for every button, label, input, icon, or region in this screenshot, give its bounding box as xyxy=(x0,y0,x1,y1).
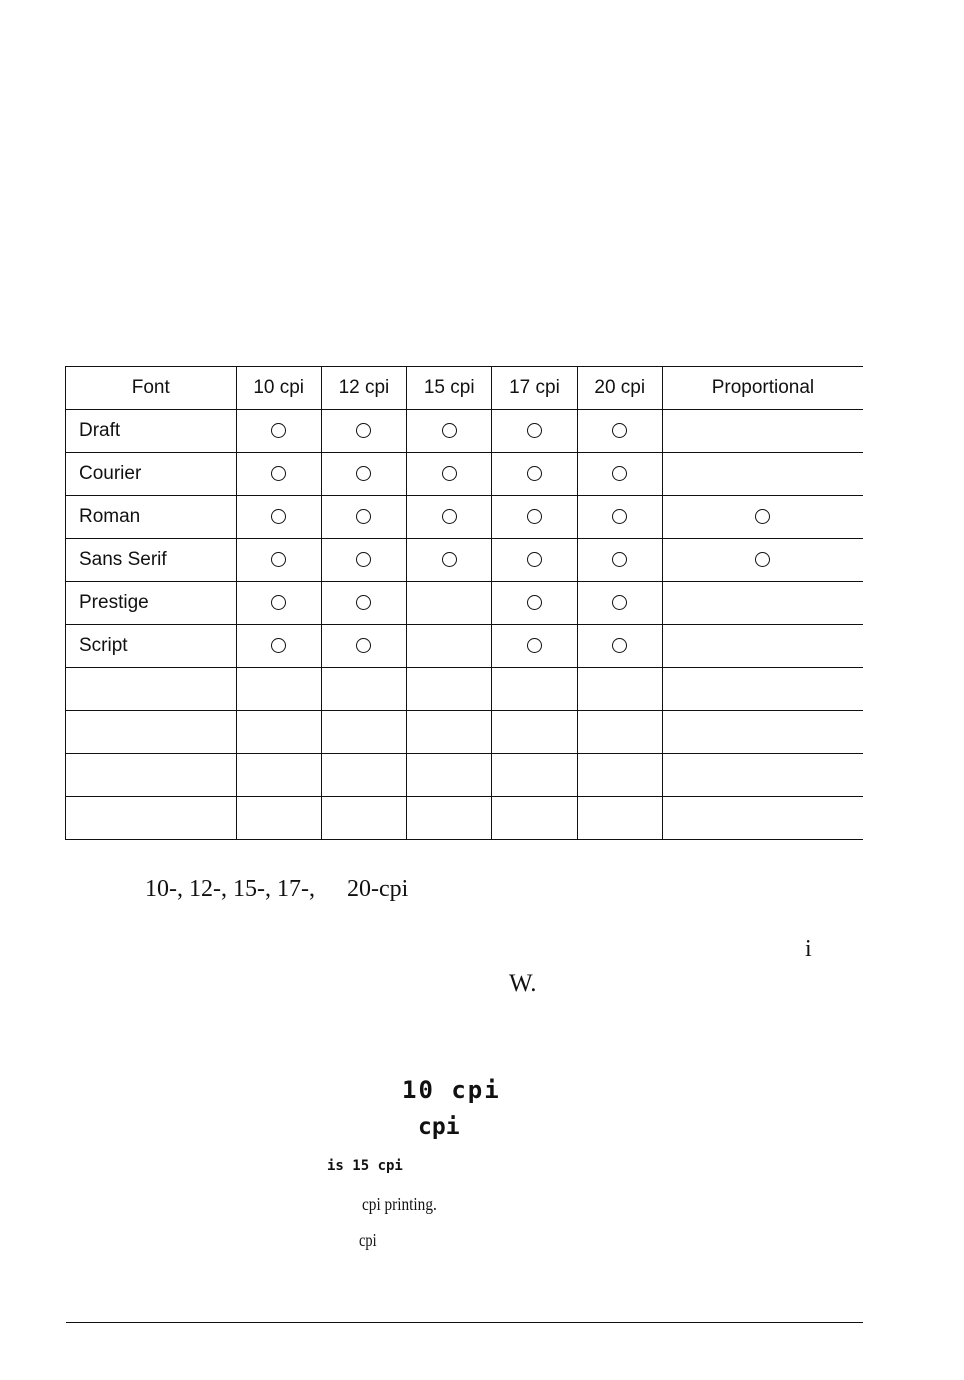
table-row xyxy=(66,539,864,582)
available-circle-icon xyxy=(271,423,286,438)
availability-cell xyxy=(662,410,863,453)
table-row xyxy=(66,496,864,539)
availability-cell xyxy=(236,582,321,625)
available-circle-icon xyxy=(442,423,457,438)
available-circle-icon xyxy=(271,509,286,524)
available-circle-icon xyxy=(356,595,371,610)
available-circle-icon xyxy=(271,595,286,610)
availability-cell xyxy=(577,754,662,797)
availability-cell xyxy=(577,496,662,539)
availability-cell xyxy=(577,582,662,625)
availability-cell xyxy=(407,453,492,496)
availability-cell xyxy=(492,625,577,668)
availability-cell xyxy=(321,496,406,539)
available-circle-icon xyxy=(527,509,542,524)
available-circle-icon xyxy=(527,466,542,481)
availability-cell xyxy=(321,582,406,625)
availability-cell xyxy=(321,754,406,797)
availability-cell xyxy=(662,582,863,625)
text-fragment-pitches xyxy=(145,876,408,903)
availability-cell xyxy=(321,453,406,496)
availability-cell xyxy=(492,453,577,496)
available-circle-icon xyxy=(612,552,627,567)
table-row xyxy=(66,410,864,453)
font-name-cell: Courier xyxy=(66,453,237,496)
table-row xyxy=(66,668,864,711)
availability-cell xyxy=(577,410,662,453)
sample-20cpi: cpi xyxy=(359,1230,377,1250)
available-circle-icon xyxy=(612,595,627,610)
availability-cell xyxy=(236,668,321,711)
table-row xyxy=(66,625,864,668)
availability-cell xyxy=(407,797,492,840)
availability-cell xyxy=(492,797,577,840)
column-header-4: 17 cpi xyxy=(492,367,577,410)
available-circle-icon xyxy=(442,509,457,524)
availability-cell xyxy=(236,453,321,496)
availability-cell xyxy=(492,496,577,539)
table-body xyxy=(66,410,864,840)
availability-cell xyxy=(577,711,662,754)
availability-cell xyxy=(236,410,321,453)
availability-cell xyxy=(577,453,662,496)
available-circle-icon xyxy=(527,638,542,653)
available-circle-icon xyxy=(356,466,371,481)
available-circle-icon xyxy=(612,423,627,438)
availability-cell xyxy=(577,668,662,711)
sample-12cpi: cpi xyxy=(418,1114,460,1140)
pitch-20cpi: 20-cpi xyxy=(346,876,409,902)
font-name-cell: Draft xyxy=(66,410,237,453)
availability-cell xyxy=(492,668,577,711)
availability-cell xyxy=(236,754,321,797)
available-circle-icon xyxy=(527,552,542,567)
available-circle-icon xyxy=(271,466,286,481)
font-name-cell xyxy=(66,711,237,754)
available-circle-icon xyxy=(356,638,371,653)
availability-cell xyxy=(492,754,577,797)
availability-cell xyxy=(577,625,662,668)
font-name-cell: Script xyxy=(66,625,237,668)
column-header-1: 10 cpi xyxy=(236,367,321,410)
table-row xyxy=(66,711,864,754)
availability-cell xyxy=(236,625,321,668)
sample-17cpi: cpi printing. xyxy=(362,1194,437,1214)
column-header-3: 15 cpi xyxy=(407,367,492,410)
font-name-cell: Roman xyxy=(66,496,237,539)
table-row xyxy=(66,754,864,797)
text-fragment-i: i xyxy=(805,936,812,962)
font-name-cell xyxy=(66,754,237,797)
sample-10cpi: 10 cpi xyxy=(402,1076,501,1104)
font-name-cell: Sans Serif xyxy=(66,539,237,582)
availability-cell xyxy=(662,496,863,539)
availability-cell xyxy=(492,539,577,582)
sample-15cpi: is 15 cpi xyxy=(327,1158,403,1174)
availability-cell xyxy=(407,496,492,539)
availability-cell xyxy=(577,797,662,840)
available-circle-icon xyxy=(271,638,286,653)
table-row xyxy=(66,797,864,840)
table-row xyxy=(66,453,864,496)
font-name-cell xyxy=(66,797,237,840)
column-header-0: Font xyxy=(66,367,237,410)
availability-cell xyxy=(321,711,406,754)
availability-cell xyxy=(492,410,577,453)
table-row xyxy=(66,582,864,625)
available-circle-icon xyxy=(612,466,627,481)
availability-cell xyxy=(407,582,492,625)
availability-cell xyxy=(492,582,577,625)
availability-cell xyxy=(662,797,863,840)
availability-cell xyxy=(236,797,321,840)
font-name-cell xyxy=(66,668,237,711)
available-circle-icon xyxy=(527,595,542,610)
available-circle-icon xyxy=(271,552,286,567)
availability-cell xyxy=(407,410,492,453)
text-fragment-w: W. xyxy=(509,970,537,997)
column-header-5: 20 cpi xyxy=(577,367,662,410)
font-pitch-table xyxy=(65,366,863,840)
availability-cell xyxy=(236,496,321,539)
footer-rule xyxy=(66,1322,863,1323)
availability-cell xyxy=(407,754,492,797)
column-header-6: Proportional xyxy=(662,367,863,410)
available-circle-icon xyxy=(612,638,627,653)
availability-cell xyxy=(662,539,863,582)
availability-cell xyxy=(407,625,492,668)
availability-cell xyxy=(321,539,406,582)
available-circle-icon xyxy=(755,509,770,524)
availability-cell xyxy=(662,668,863,711)
available-circle-icon xyxy=(356,509,371,524)
availability-cell xyxy=(236,711,321,754)
pitch-list: 10-, 12-, 15-, 17-, xyxy=(145,876,315,902)
availability-cell xyxy=(236,539,321,582)
availability-cell xyxy=(577,539,662,582)
availability-cell xyxy=(321,410,406,453)
availability-cell xyxy=(662,625,863,668)
availability-cell xyxy=(662,453,863,496)
available-circle-icon xyxy=(356,552,371,567)
column-header-2: 12 cpi xyxy=(321,367,406,410)
availability-cell xyxy=(662,754,863,797)
availability-cell xyxy=(407,668,492,711)
availability-cell xyxy=(662,711,863,754)
font-name-cell: Prestige xyxy=(66,582,237,625)
availability-cell xyxy=(321,797,406,840)
availability-cell xyxy=(407,539,492,582)
available-circle-icon xyxy=(612,509,627,524)
availability-cell xyxy=(407,711,492,754)
availability-cell xyxy=(321,668,406,711)
available-circle-icon xyxy=(442,466,457,481)
available-circle-icon xyxy=(527,423,542,438)
table-header-row xyxy=(66,367,864,410)
availability-cell xyxy=(492,711,577,754)
available-circle-icon xyxy=(356,423,371,438)
available-circle-icon xyxy=(442,552,457,567)
available-circle-icon xyxy=(755,552,770,567)
availability-cell xyxy=(321,625,406,668)
